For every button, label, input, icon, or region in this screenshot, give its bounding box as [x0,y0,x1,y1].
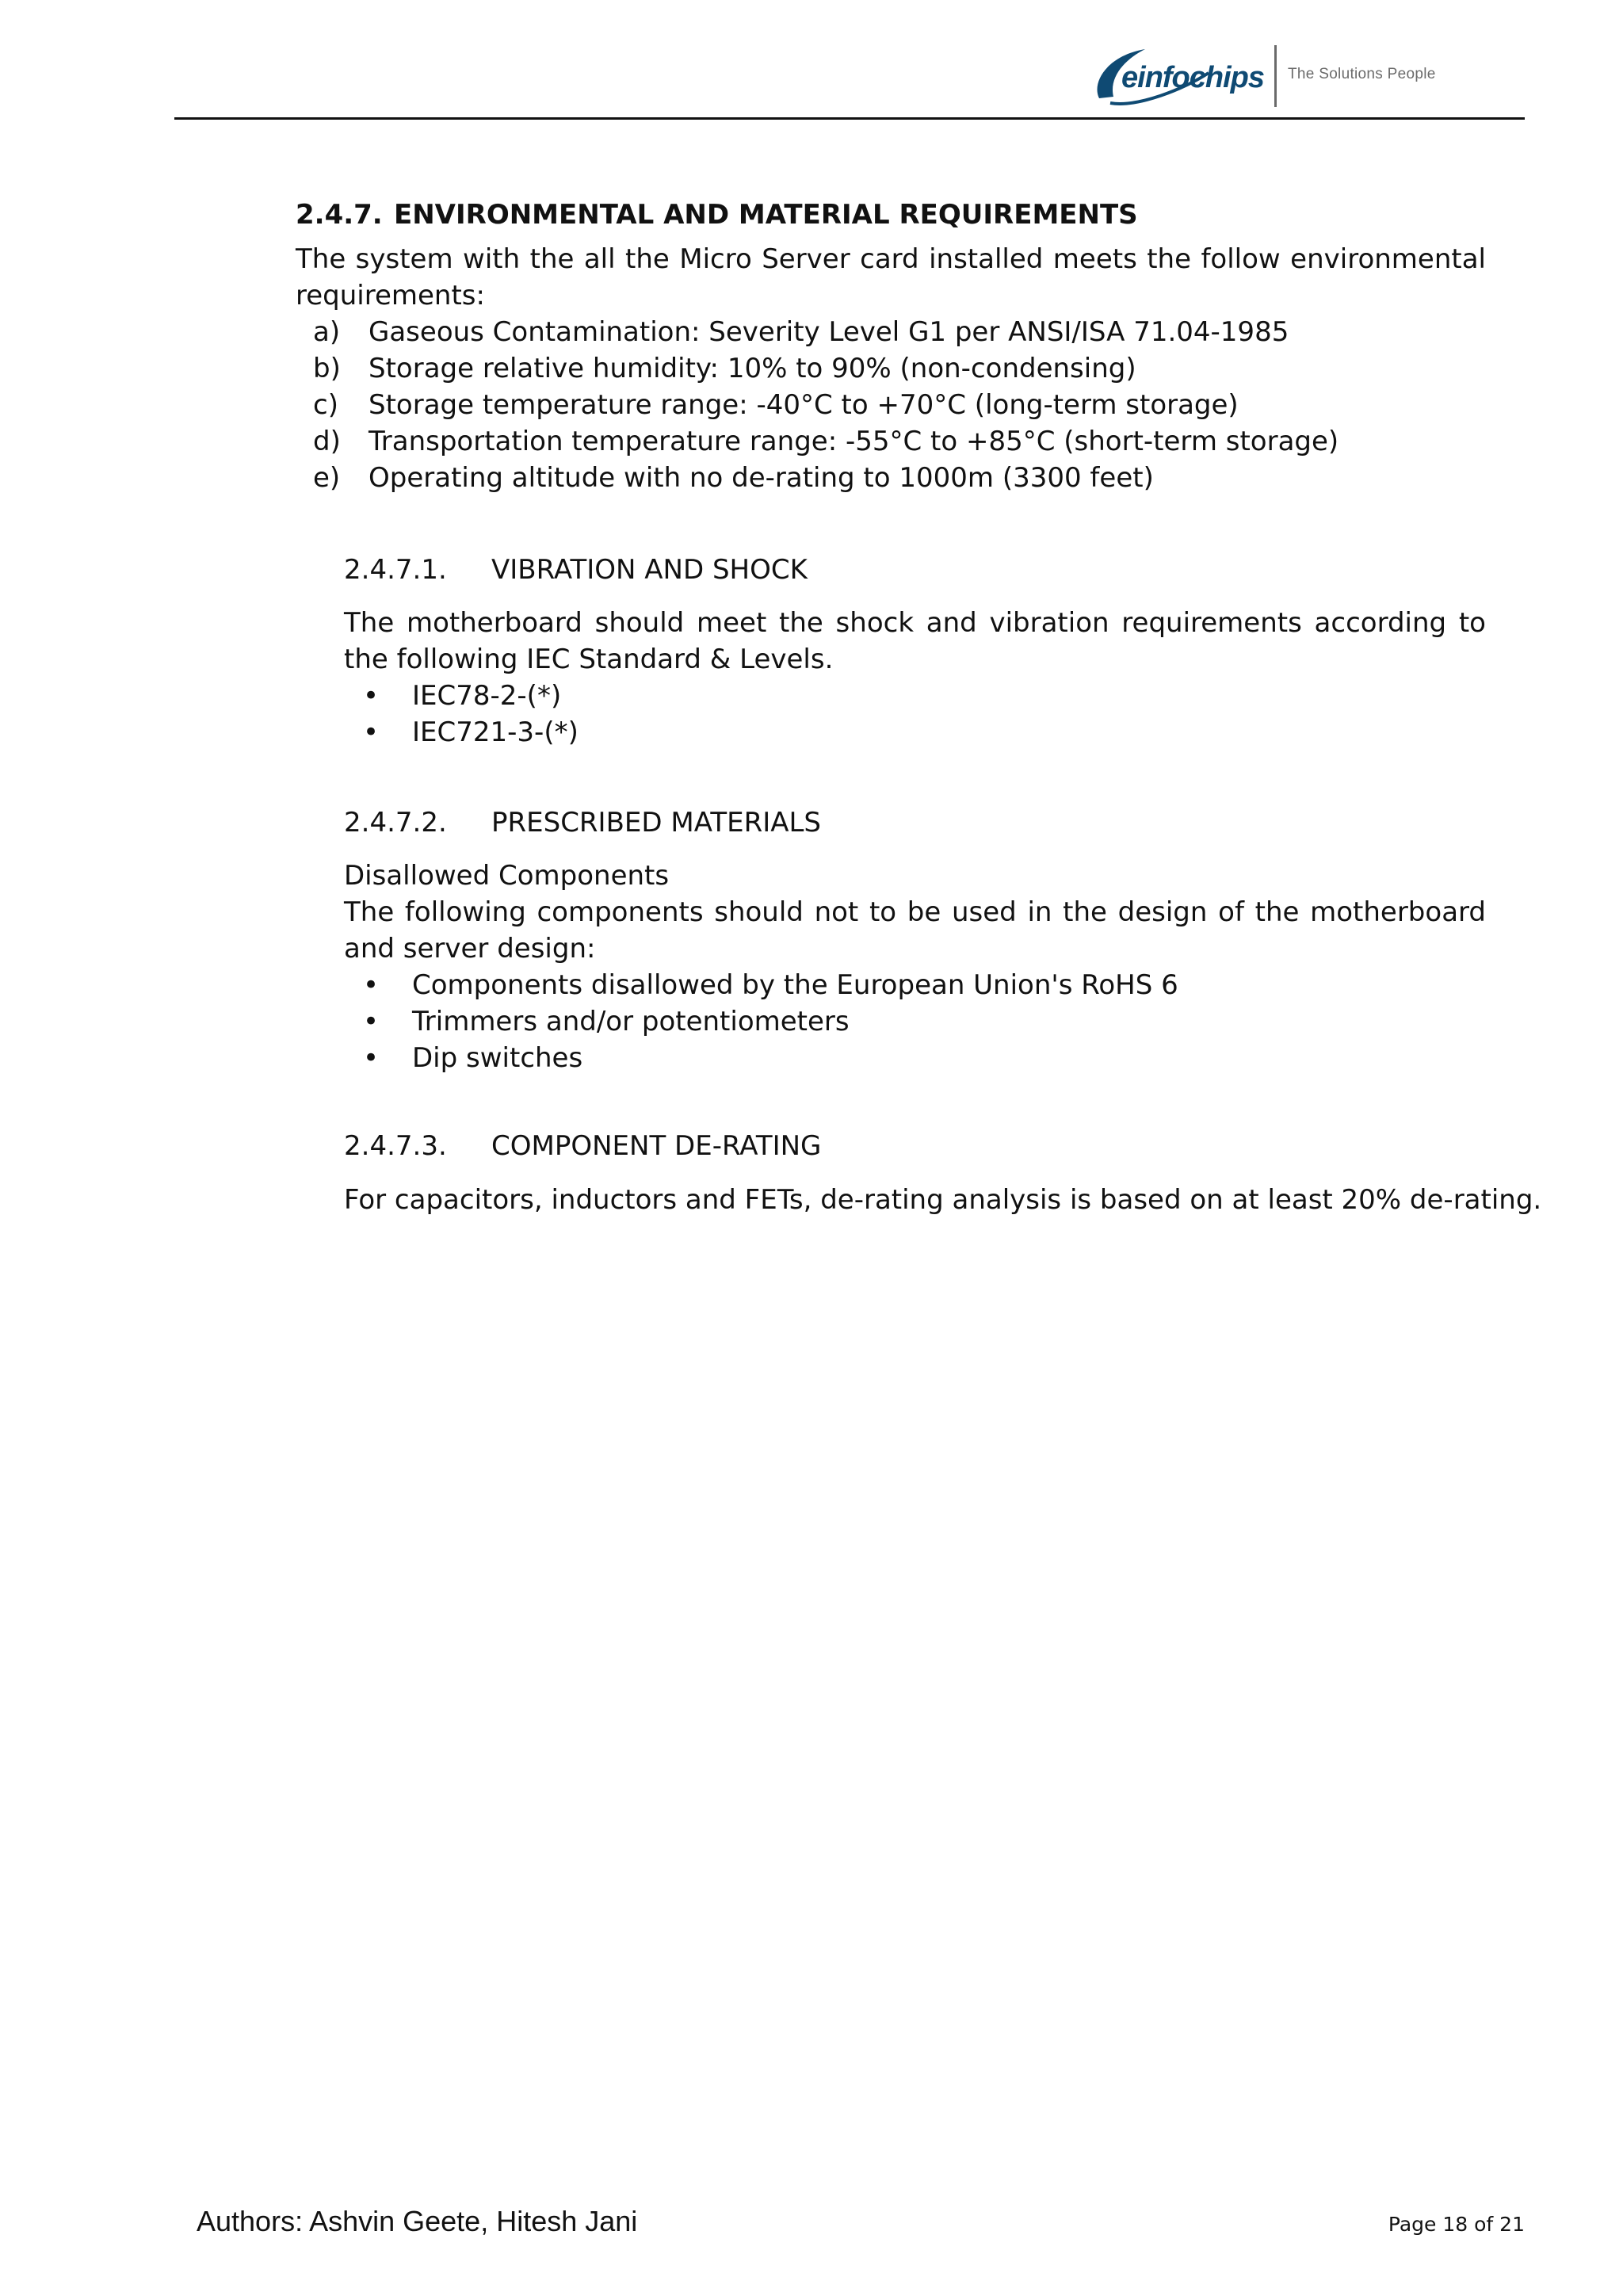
subsection-number: 2.4.7.3. [344,1130,447,1162]
list-item-text: IEC721-3-(*) [412,716,579,748]
bullet-list [344,678,579,751]
list-item [296,460,1338,496]
list-marker: c) [313,389,338,421]
list-item-text: Trimmers and/or potentiometers [412,1006,850,1037]
list-item [344,678,579,714]
subsection-title: COMPONENT DE-RATING [491,1130,822,1162]
list-item [296,423,1338,460]
list-item [344,967,1178,1003]
section-heading [296,197,1138,233]
list-marker: a) [313,316,341,348]
list-marker: d) [313,426,341,457]
section-intro: The system with the all the Micro Server card installed meets the follow environmental requirements: [296,243,1486,311]
list-item-text: Components disallowed by the European Union's RoHS 6 [412,969,1178,1001]
subsection-heading [344,804,821,841]
svg-text:einfochips: einfochips [1121,61,1265,94]
bullet-icon: • [363,969,380,1001]
subsection-number: 2.4.7.1. [344,554,447,586]
requirements-list [296,314,1338,496]
bullet-list [344,967,1178,1076]
subsection-number: 2.4.7.2. [344,807,447,839]
list-item-text: Gaseous Contamination: Severity Level G1 per ANSI/ISA 71.04-1985 [369,316,1289,348]
list-item-text: Transportation temperature range: -55°C to +85°C (short-term storage) [369,426,1339,457]
list-item-text: Operating altitude with no de-rating to 1000m (3300 feet) [369,462,1154,494]
bullet-icon: • [363,716,380,748]
subsection-title: VIBRATION AND SHOCK [491,554,808,586]
subsection-paragraph: For capacitors, inductors and FETs, de-rating analysis is based on at least 20% de-rating. [344,1184,1542,1216]
list-item-text: Storage relative humidity: 10% to 90% (non-condensing) [369,353,1136,384]
list-item [344,714,579,751]
list-item [296,387,1338,423]
header-rule [174,117,1525,120]
list-marker: e) [313,462,341,494]
page-number: Page 18 of 21 [1388,2213,1525,2236]
logo-tagline: The Solutions People [1288,66,1436,82]
list-item [296,314,1338,350]
subsection-paragraph: The motherboard should meet the shock and vibration requirements according to the following IEC Standard & Levels. [344,607,1486,675]
company-logo [1090,41,1438,109]
list-item-text: IEC78-2-(*) [412,680,562,712]
subsection-title: PRESCRIBED MATERIALS [491,807,822,839]
logo-divider [1274,45,1277,107]
subsection-heading [344,1128,821,1164]
bullet-icon: • [363,1006,380,1037]
subsection-subheading: Disallowed Components [344,860,670,892]
bullet-icon: • [363,1042,380,1074]
bullet-icon: • [363,680,380,712]
list-item [344,1003,1178,1040]
list-item [344,1040,1178,1076]
subsection-heading [344,552,808,588]
section-number: 2.4.7. [296,199,383,231]
section-title: ENVIRONMENTAL AND MATERIAL REQUIREMENTS [394,199,1138,231]
list-item [296,350,1338,387]
footer-authors: Authors: Ashvin Geete, Hitesh Jani [197,2205,638,2237]
list-marker: b) [313,353,341,384]
list-item-text: Storage temperature range: -40°C to +70°C (long-term storage) [369,389,1239,421]
einfochips-logo-icon [1090,41,1280,109]
list-item-text: Dip switches [412,1042,583,1074]
subsection-paragraph: The following components should not to be used in the design of the motherboard and server design: [344,896,1486,965]
